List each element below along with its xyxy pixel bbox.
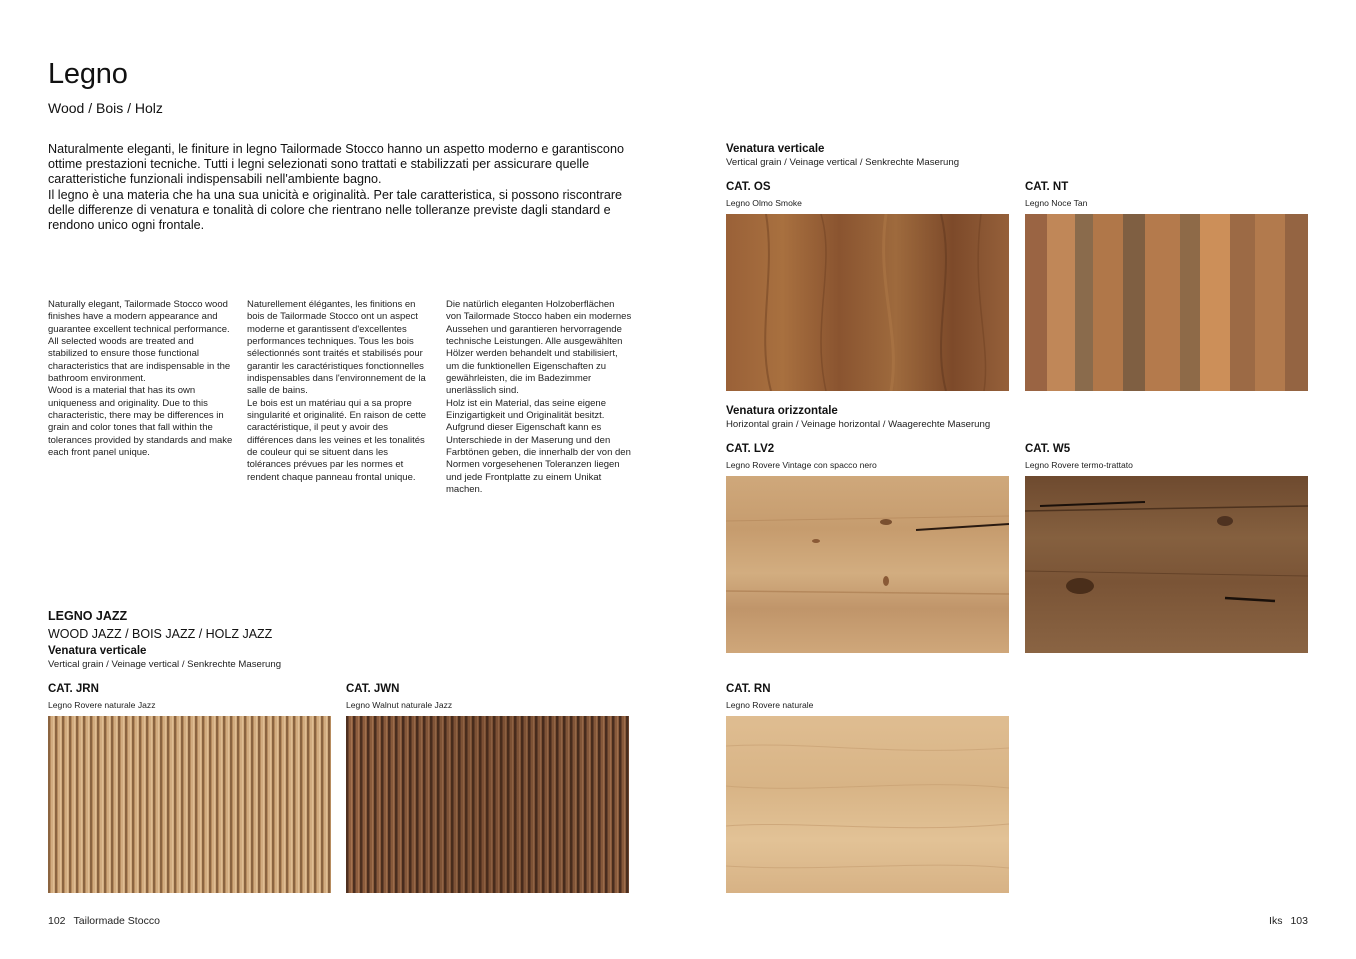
category-code: CAT. LV2	[726, 443, 775, 455]
wood-swatch-lv2	[726, 476, 1009, 653]
category-name: Legno Walnut naturale Jazz	[346, 700, 453, 710]
category-code: CAT. JRN	[48, 683, 99, 695]
footer-right	[1269, 915, 1308, 927]
vertical-grain-subtitle: Vertical grain / Veinage vertical / Senkrechte Maserung	[726, 157, 960, 168]
category-name: Legno Rovere Vintage con spacco nero	[726, 460, 877, 470]
category-code: CAT. RN	[726, 683, 771, 695]
category-code: CAT. JWN	[346, 683, 400, 695]
footer-left	[48, 915, 160, 927]
column-paragraph: Wood is a material that has its own uniqueness and originality. Due to this characteristic, there may be differences in grain and color tones that fall within the tolerances provided by standards and make each front panel unique.	[48, 385, 233, 459]
jazz-section-title: LEGNO JAZZ	[48, 609, 128, 623]
wood-swatch-w5	[1025, 476, 1308, 653]
page-number: 103	[1290, 915, 1308, 927]
category-name: Legno Olmo Smoke	[726, 198, 802, 208]
intro-italian	[48, 142, 638, 233]
category-name: Legno Noce Tan	[1025, 198, 1088, 208]
intro-paragraph: Naturalmente eleganti, le finiture in legno Tailormade Stocco hanno un aspetto moderno e garantiscono ottime prestazioni tecniche. Tutti i legni selezionati sono trattati e stabilizzati per assicurare quelle caratteristiche funzionali indispensabili nell'ambiente bagno.	[48, 142, 624, 187]
column-paragraph: Le bois est un matériau qui a sa propre singularité et originalité. En raison de cette caractéristique, il peut y avoir des différences dans les veines et les tonalités de couleur qui se situent dans les tolérances prévues par les normes et rendent chaque panneau frontal unique.	[247, 397, 427, 483]
category-code: CAT. OS	[726, 181, 771, 193]
page-number: 102	[48, 915, 66, 927]
page-title: Legno	[48, 58, 128, 90]
wood-swatch-nt	[1025, 214, 1308, 391]
vertical-grain-title: Venatura verticale	[726, 143, 825, 155]
wood-swatch-jrn	[48, 716, 331, 893]
wood-swatch-jwn	[346, 716, 629, 893]
horizontal-grain-title: Venatura orizzontale	[726, 405, 838, 417]
category-name: Legno Rovere naturale Jazz	[48, 700, 156, 710]
category-name: Legno Rovere termo-trattato	[1025, 460, 1133, 470]
intro-paragraph: Il legno è una materia che ha una sua unicità e originalità. Per tale caratteristica, si possono riscontrare delle differenze di venatura e tonalità di colore che rientrano nelle tolleranze previste dagli standard e rendono unico ogni frontale.	[48, 187, 623, 233]
footer-brand: Tailormade Stocco	[73, 915, 160, 927]
jazz-section-subtitle: WOOD JAZZ / BOIS JAZZ / HOLZ JAZZ	[48, 627, 273, 641]
category-code: CAT. NT	[1025, 181, 1069, 193]
page-subtitle: Wood / Bois / Holz	[48, 100, 163, 116]
horizontal-grain-subtitle: Horizontal grain / Veinage horizontal / Waagerechte Maserung	[726, 419, 991, 430]
column-paragraph: Naturally elegant, Tailormade Stocco wood finishes have a modern appearance and guarantee excellent technical performance. All selected woods are treated and stabilized to ensure those functional characteristics that are indispensable in the bathroom environment.	[48, 299, 231, 385]
column-paragraph: Holz ist ein Material, das seine eigene Einzigartigkeit und Originalität besitzt. Aufgrund dieser Eigenschaft kann es Unterschiede in der Maserung und den Farbtönen geben, die innerhalb der von den Normen vorgesehenen Toleranzen liegen und jede Frontplatte zu einem Unikat machen.	[446, 397, 631, 496]
jazz-grain-subtitle: Vertical grain / Veinage vertical / Senkrechte Maserung	[48, 659, 282, 670]
column-paragraph: Die natürlich eleganten Holzoberflächen von Tailormade Stocco haben ein modernes Aussehen und garantieren hervorragende technische Leistungen. Alle ausgewählten Hölzer werden behandelt und stabilisiert, um die funktionellen Eigenschaften zu gewährleisten, die im Badezimmer unerlässlich sind.	[446, 299, 632, 397]
wood-swatch-os	[726, 214, 1009, 391]
text-column-german	[446, 299, 632, 497]
category-name: Legno Rovere naturale	[726, 700, 814, 710]
footer-brand: Iks	[1269, 915, 1283, 927]
column-paragraph: Naturellement élégantes, les finitions en bois de Tailormade Stocco ont un aspect moderne et garantissent d'excellentes performances techniques. Tous les bois sélectionnés sont traités et stabilisés pour garantir les caractéristiques fonctionnelles indispensables dans l'environnement de la salle de bains.	[247, 299, 426, 397]
text-column-english	[48, 299, 234, 459]
jazz-grain-title: Venatura verticale	[48, 645, 147, 657]
wood-swatch-rn	[726, 716, 1009, 893]
category-code: CAT. W5	[1025, 443, 1071, 455]
text-column-french	[247, 299, 433, 484]
